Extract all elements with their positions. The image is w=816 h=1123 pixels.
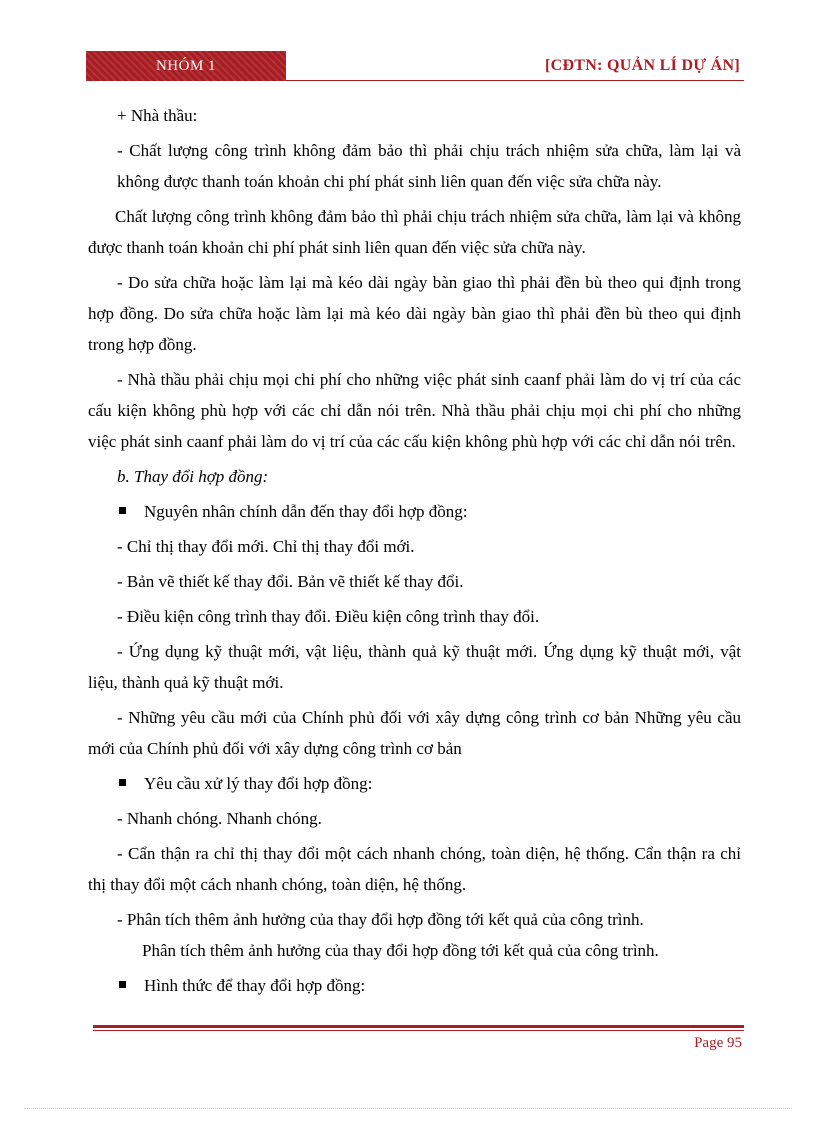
- paragraph-costs: - Nhà thầu phải chịu mọi chi phí cho những việc phát sinh caanf phải làm do vị trí của các cấu kiện không phù hợp với các chỉ dẫn nói trên. Nhà thầu phải chịu mọi chi phí cho những việc phát sinh caanf phải làm do vị trí của các cấu kiện không phù hợp với các chỉ dẫn nói trên.: [88, 370, 741, 451]
- footer-rule-thin: [93, 1030, 744, 1031]
- list-item-new-directive: - Chỉ thị thay đổi mới. Chỉ thị thay đổi mới.: [117, 537, 415, 556]
- bullet-change-forms: Hình thức để thay đổi hợp đồng:: [117, 970, 741, 1001]
- course-title-text: [CĐTN: QUẢN LÍ DỰ ÁN]: [544, 57, 740, 74]
- paragraph-delay: - Do sửa chữa hoặc làm lại mà kéo dài ngày bàn giao thì phải đền bù theo qui định trong hợp đồng. Do sửa chữa hoặc làm lại mà kéo dài ngày bàn giao thì phải đền bù theo qui định trong hợp đồng.: [88, 273, 741, 354]
- bullet-handling-requirements: Yêu cầu xử lý thay đổi hợp đồng:: [117, 768, 741, 799]
- list-item-impact-analysis: - Phân tích thêm ảnh hưởng của thay đổi hợp đồng tới kết quả của công trình.: [117, 910, 644, 929]
- section-heading-contract-change: b. Thay đổi hợp đồng:: [117, 467, 269, 486]
- list-item-site-conditions: - Điều kiện công trình thay đổi. Điều kiện công trình thay đổi.: [117, 607, 540, 626]
- page-bottom-dotted-line: [24, 1108, 792, 1109]
- paragraph-quality-1: - Chất lượng công trình không đảm bảo thì phải chịu trách nhiệm sửa chữa, làm lại và không được thanh toán khoản chi phí phát sinh liên quan đến việc sửa chữa này.: [117, 141, 741, 191]
- header-course-title: [286, 51, 744, 81]
- list-item-quickly: - Nhanh chóng. Nhanh chóng.: [117, 809, 322, 828]
- bullet-main-causes: Nguyên nhân chính dẫn đến thay đổi hợp đồng:: [117, 496, 741, 527]
- list-item-new-technology: - Ứng dụng kỹ thuật mới, vật liệu, thành quả kỹ thuật mới. Ứng dụng kỹ thuật mới, vật liệu, thành quả kỹ thuật mới.: [88, 642, 741, 692]
- list-item-impact-analysis-repeat: Phân tích thêm ảnh hưởng của thay đổi hợp đồng tới kết quả của công trình.: [142, 941, 659, 960]
- list-item-careful-directive: - Cẩn thận ra chỉ thị thay đổi một cách nhanh chóng, toàn diện, hệ thống. Cẩn thận ra chỉ thị thay đổi một cách nhanh chóng, toàn diện, hệ thống.: [88, 844, 741, 894]
- header-group-label: NHÓM 1: [86, 51, 286, 81]
- list-item-government-requirements: - Những yêu cầu mới của Chính phủ đối với xây dựng công trình cơ bản Những yêu cầu mới của Chính phủ đối với xây dựng công trình cơ bản: [88, 708, 741, 758]
- page-number: Page 95: [694, 1035, 742, 1051]
- paragraph-contractor-heading: + Nhà thầu:: [117, 106, 198, 125]
- footer-rule-thick: [93, 1025, 744, 1028]
- page-body: [88, 100, 741, 1005]
- paragraph-quality-2: Chất lượng công trình không đảm bảo thì phải chịu trách nhiệm sửa chữa, làm lại và không được thanh toán khoản chi phí phát sinh liên quan đến việc sửa chữa này.: [88, 207, 741, 257]
- list-item-design-change: - Bản vẽ thiết kế thay đổi. Bản vẽ thiết kế thay đổi.: [117, 572, 464, 591]
